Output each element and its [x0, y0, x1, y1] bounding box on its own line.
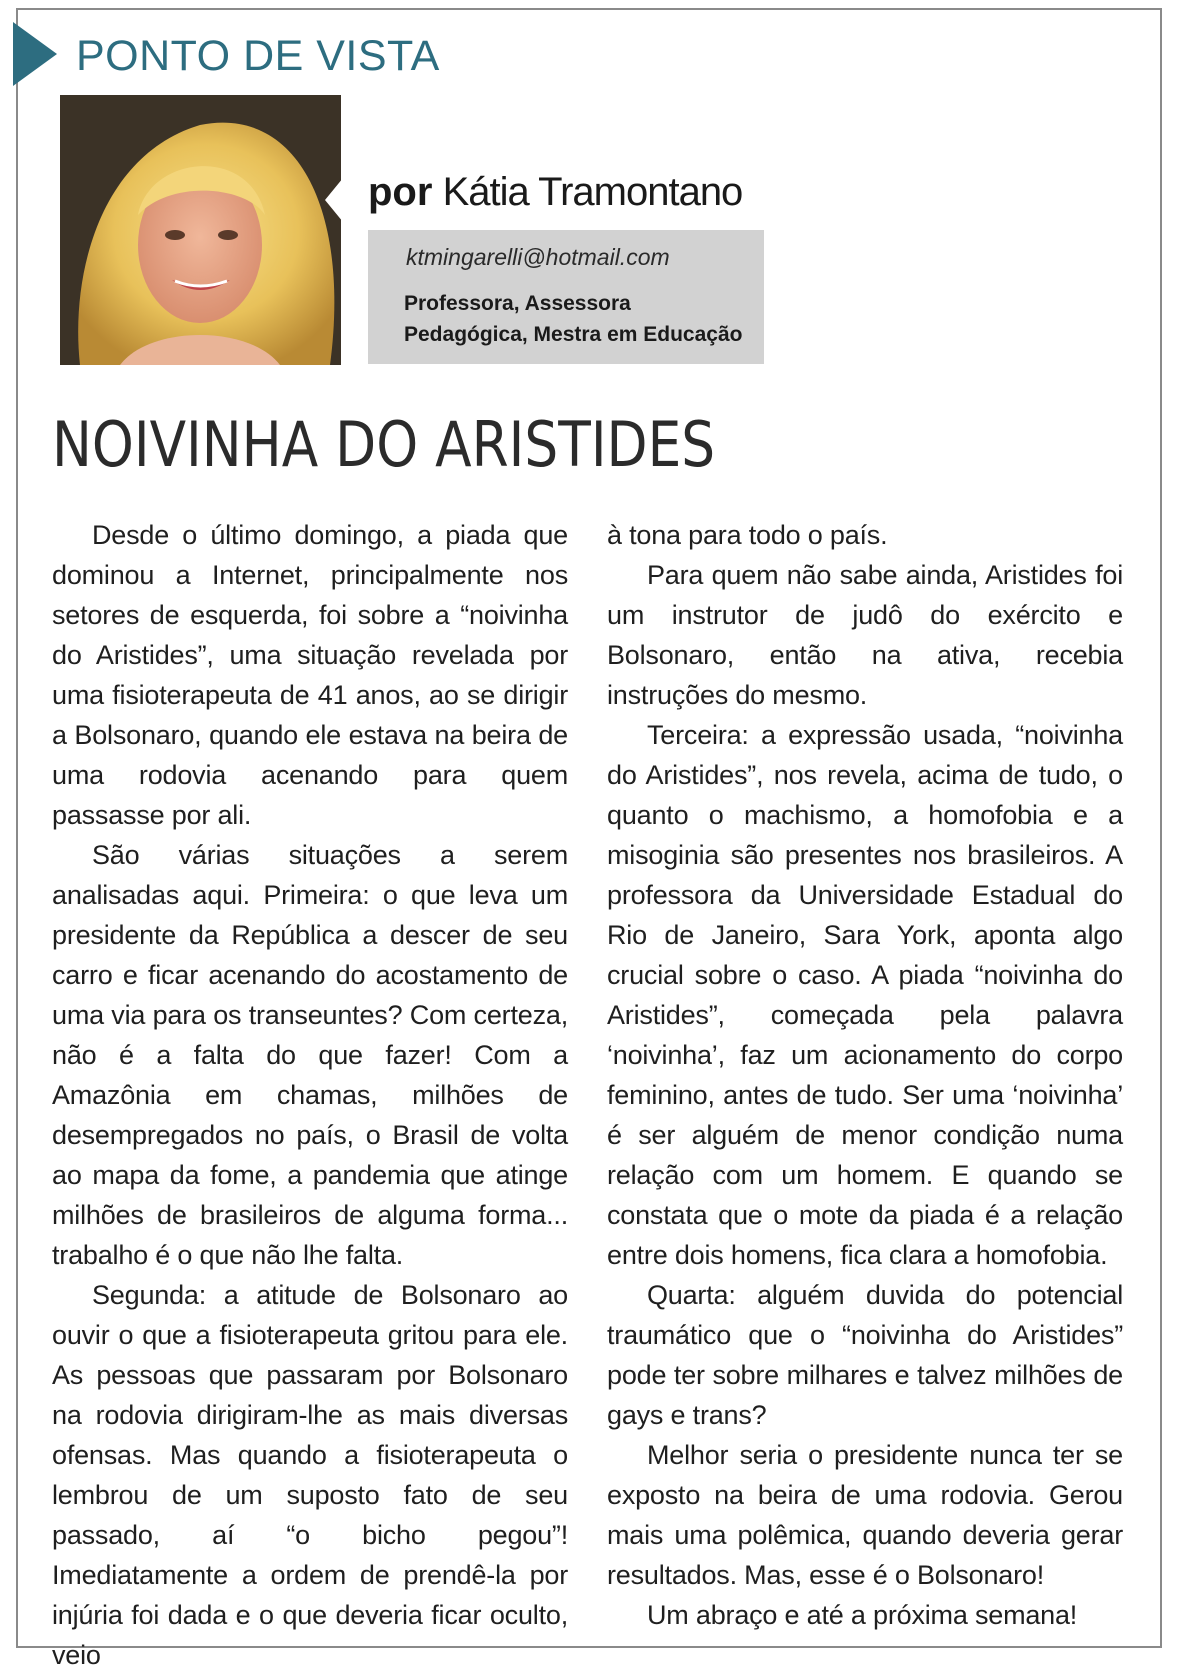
- article-column-left: [52, 515, 568, 1675]
- article-column-right: [607, 515, 1123, 1635]
- paragraph: Segunda: a atitude de Bolsonaro ao ouvir o que a fisioterapeuta gritou para ele. As pessoas que passaram por Bolsonaro na rodovia dirigiram-lhe as mais diversas ofensas. Mas quando a fisioterapeuta o lembrou de um suposto fato de seu passado, aí “o bicho pegou”! Imediatamente a ordem de prendê-la por injúria foi dada e o que deveria ficar oculto, veio: [52, 1280, 568, 1670]
- section-arrow-icon: [13, 22, 57, 86]
- paragraph-continuation: à tona para todo o país.: [607, 520, 888, 550]
- paragraph: Melhor seria o presidente nunca ter se exposto na beira de uma rodovia. Gerou mais uma polêmica, quando deveria gerar resultados. Mas, esse é o Bolsonaro!: [607, 1440, 1123, 1590]
- photo-notch: [325, 178, 343, 222]
- paragraph: Quarta: alguém duvida do potencial traumático que o “noivinha do Aristides” pode ter sobre milhares e talvez milhões de gays e trans?: [607, 1280, 1123, 1430]
- paragraph: Desde o último domingo, a piada que dominou a Internet, principalmente nos setores de esquerda, foi sobre a “noivinha do Aristides”, uma situação revelada por uma fisioterapeuta de 41 anos, ao se dirigir a Bolsonaro, quando ele estava na beira de uma rodovia acenando para quem passasse por ali.: [52, 520, 568, 830]
- paragraph: Terceira: a expressão usada, “noivinha do Aristides”, nos revela, acima de tudo, o quanto o machismo, a homofobia e a misoginia são presentes nos brasileiros. A professora da Universidade Estadual do Rio de Janeiro, Sara York, aponta algo crucial sobre o caso. A piada “noivinha do Aristides”, começada pela palavra ‘noivinha’, faz um acionamento do corpo feminino, antes de tudo. Ser uma ‘noivinha’ é ser alguém de menor condição numa relação com um homem. E quando se constata que o mote da piada é a relação entre dois homens, fica clara a homofobia.: [607, 720, 1123, 1270]
- paragraph: São várias situações a serem analisadas aqui. Primeira: o que leva um presidente da República a descer de seu carro e ficar acenando do acostamento de uma via para os transeuntes? Com certeza, não é a falta do que fazer! Com a Amazônia em chamas, milhões de desempregados no país, o Brasil de volta ao mapa da fome, a pandemia que atinge milhões de brasileiros de alguma forma... trabalho é o que não lhe falta.: [52, 840, 568, 1270]
- paragraph: Para quem não sabe ainda, Aristides foi um instrutor de judô do exército e Bolsonaro, então na ativa, recebia instruções do mesmo.: [607, 560, 1123, 710]
- author-email: ktmingarelli@hotmail.com: [406, 244, 670, 270]
- section-title: PONTO DE VISTA: [76, 32, 440, 80]
- byline-prefix: por: [368, 170, 433, 214]
- author-name: Kátia Tramontano: [442, 170, 743, 214]
- author-photo: [60, 95, 341, 365]
- author-byline: [368, 170, 742, 215]
- article-headline: NOIVINHA DO ARISTIDES: [52, 408, 716, 481]
- paragraph: Um abraço e até a próxima semana!: [647, 1600, 1078, 1630]
- author-credentials: Professora, Assessora Pedagógica, Mestra em Educação: [404, 292, 743, 346]
- author-info-box: [368, 230, 764, 364]
